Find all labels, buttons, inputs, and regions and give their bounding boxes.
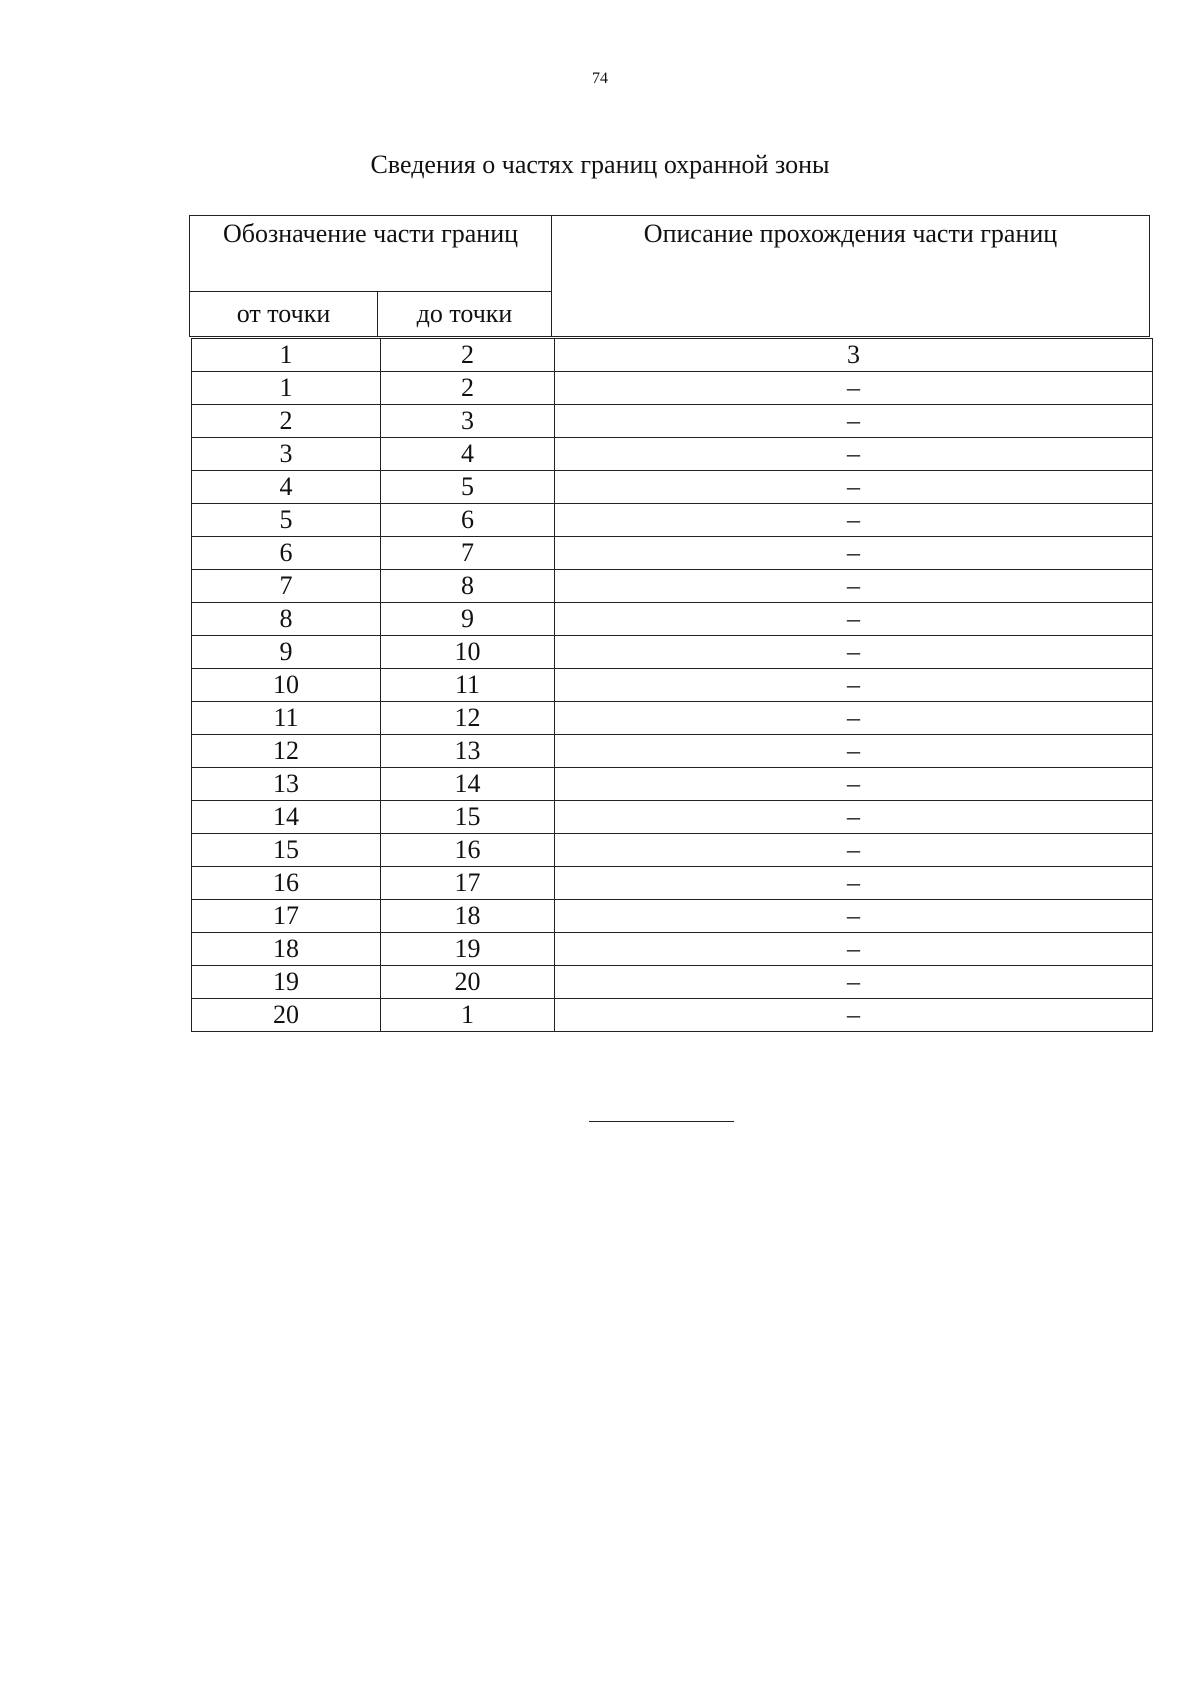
designation-header: Обозначение части границ [190,216,552,292]
column-number-3: 3 [555,339,1153,372]
description-cell: – [555,570,1153,603]
table-row [192,372,1153,405]
description-cell: – [555,636,1153,669]
from-point-cell: 13 [192,768,381,801]
description-cell: – [555,405,1153,438]
to-point-cell: 1 [381,999,555,1032]
description-cell: – [555,372,1153,405]
to-point-cell: 5 [381,471,555,504]
from-point-cell: 6 [192,537,381,570]
to-point-cell: 17 [381,867,555,900]
to-point-cell: 12 [381,702,555,735]
page-number: 74 [592,70,608,87]
to-point-cell: 3 [381,405,555,438]
description-cell: – [555,999,1153,1032]
description-cell: – [555,900,1153,933]
to-point-cell: 16 [381,834,555,867]
description-cell: – [555,933,1153,966]
table-row [192,570,1153,603]
from-point-cell: 8 [192,603,381,636]
table-row [192,900,1153,933]
to-point-cell: 13 [381,735,555,768]
table-row [192,834,1153,867]
from-point-header: от точки [190,292,378,337]
from-point-cell: 5 [192,504,381,537]
boundary-table-header [189,215,1150,337]
to-point-cell: 6 [381,504,555,537]
table-row [192,405,1153,438]
from-point-cell: 2 [192,405,381,438]
from-point-cell: 10 [192,669,381,702]
from-point-cell: 7 [192,570,381,603]
boundary-table-body [191,338,1153,1032]
table-row [192,636,1153,669]
table-row [192,537,1153,570]
from-point-cell: 14 [192,801,381,834]
from-point-cell: 11 [192,702,381,735]
description-cell: – [555,669,1153,702]
table-row [192,603,1153,636]
description-cell: – [555,768,1153,801]
table-body [192,339,1153,1032]
description-cell: – [555,603,1153,636]
to-point-cell: 4 [381,438,555,471]
table-row [192,438,1153,471]
table-row [192,933,1153,966]
to-point-cell: 20 [381,966,555,999]
to-point-cell: 18 [381,900,555,933]
from-point-cell: 19 [192,966,381,999]
description-cell: – [555,537,1153,570]
column-number-2: 2 [381,339,555,372]
end-rule-divider [589,1121,734,1122]
page-title: Сведения о частях границ охранной зоны [370,150,830,179]
from-point-cell: 20 [192,999,381,1032]
description-cell: – [555,702,1153,735]
from-point-cell: 18 [192,933,381,966]
from-point-cell: 12 [192,735,381,768]
table-row [192,867,1153,900]
table-row [192,999,1153,1032]
table-row [192,966,1153,999]
to-point-header: до точки [378,292,552,337]
to-point-cell: 2 [381,372,555,405]
table-row [192,735,1153,768]
from-point-cell: 17 [192,900,381,933]
table-row [192,801,1153,834]
from-point-cell: 16 [192,867,381,900]
from-point-cell: 4 [192,471,381,504]
to-point-cell: 15 [381,801,555,834]
to-point-cell: 11 [381,669,555,702]
description-cell: – [555,504,1153,537]
description-cell: – [555,735,1153,768]
to-point-cell: 9 [381,603,555,636]
to-point-cell: 10 [381,636,555,669]
table-row [192,669,1153,702]
to-point-cell: 14 [381,768,555,801]
description-cell: – [555,801,1153,834]
table-row [192,702,1153,735]
from-point-cell: 15 [192,834,381,867]
column-number-1: 1 [192,339,381,372]
from-point-cell: 9 [192,636,381,669]
table-row [192,471,1153,504]
table-row [192,504,1153,537]
from-point-cell: 3 [192,438,381,471]
description-header: Описание прохождения части границ [552,216,1150,337]
description-cell: – [555,834,1153,867]
description-cell: – [555,438,1153,471]
to-point-cell: 7 [381,537,555,570]
to-point-cell: 8 [381,570,555,603]
from-point-cell: 1 [192,372,381,405]
header-row-top [190,216,1150,292]
description-cell: – [555,471,1153,504]
table-row [192,768,1153,801]
description-cell: – [555,966,1153,999]
description-cell: – [555,867,1153,900]
to-point-cell: 19 [381,933,555,966]
column-number-row [192,339,1153,372]
